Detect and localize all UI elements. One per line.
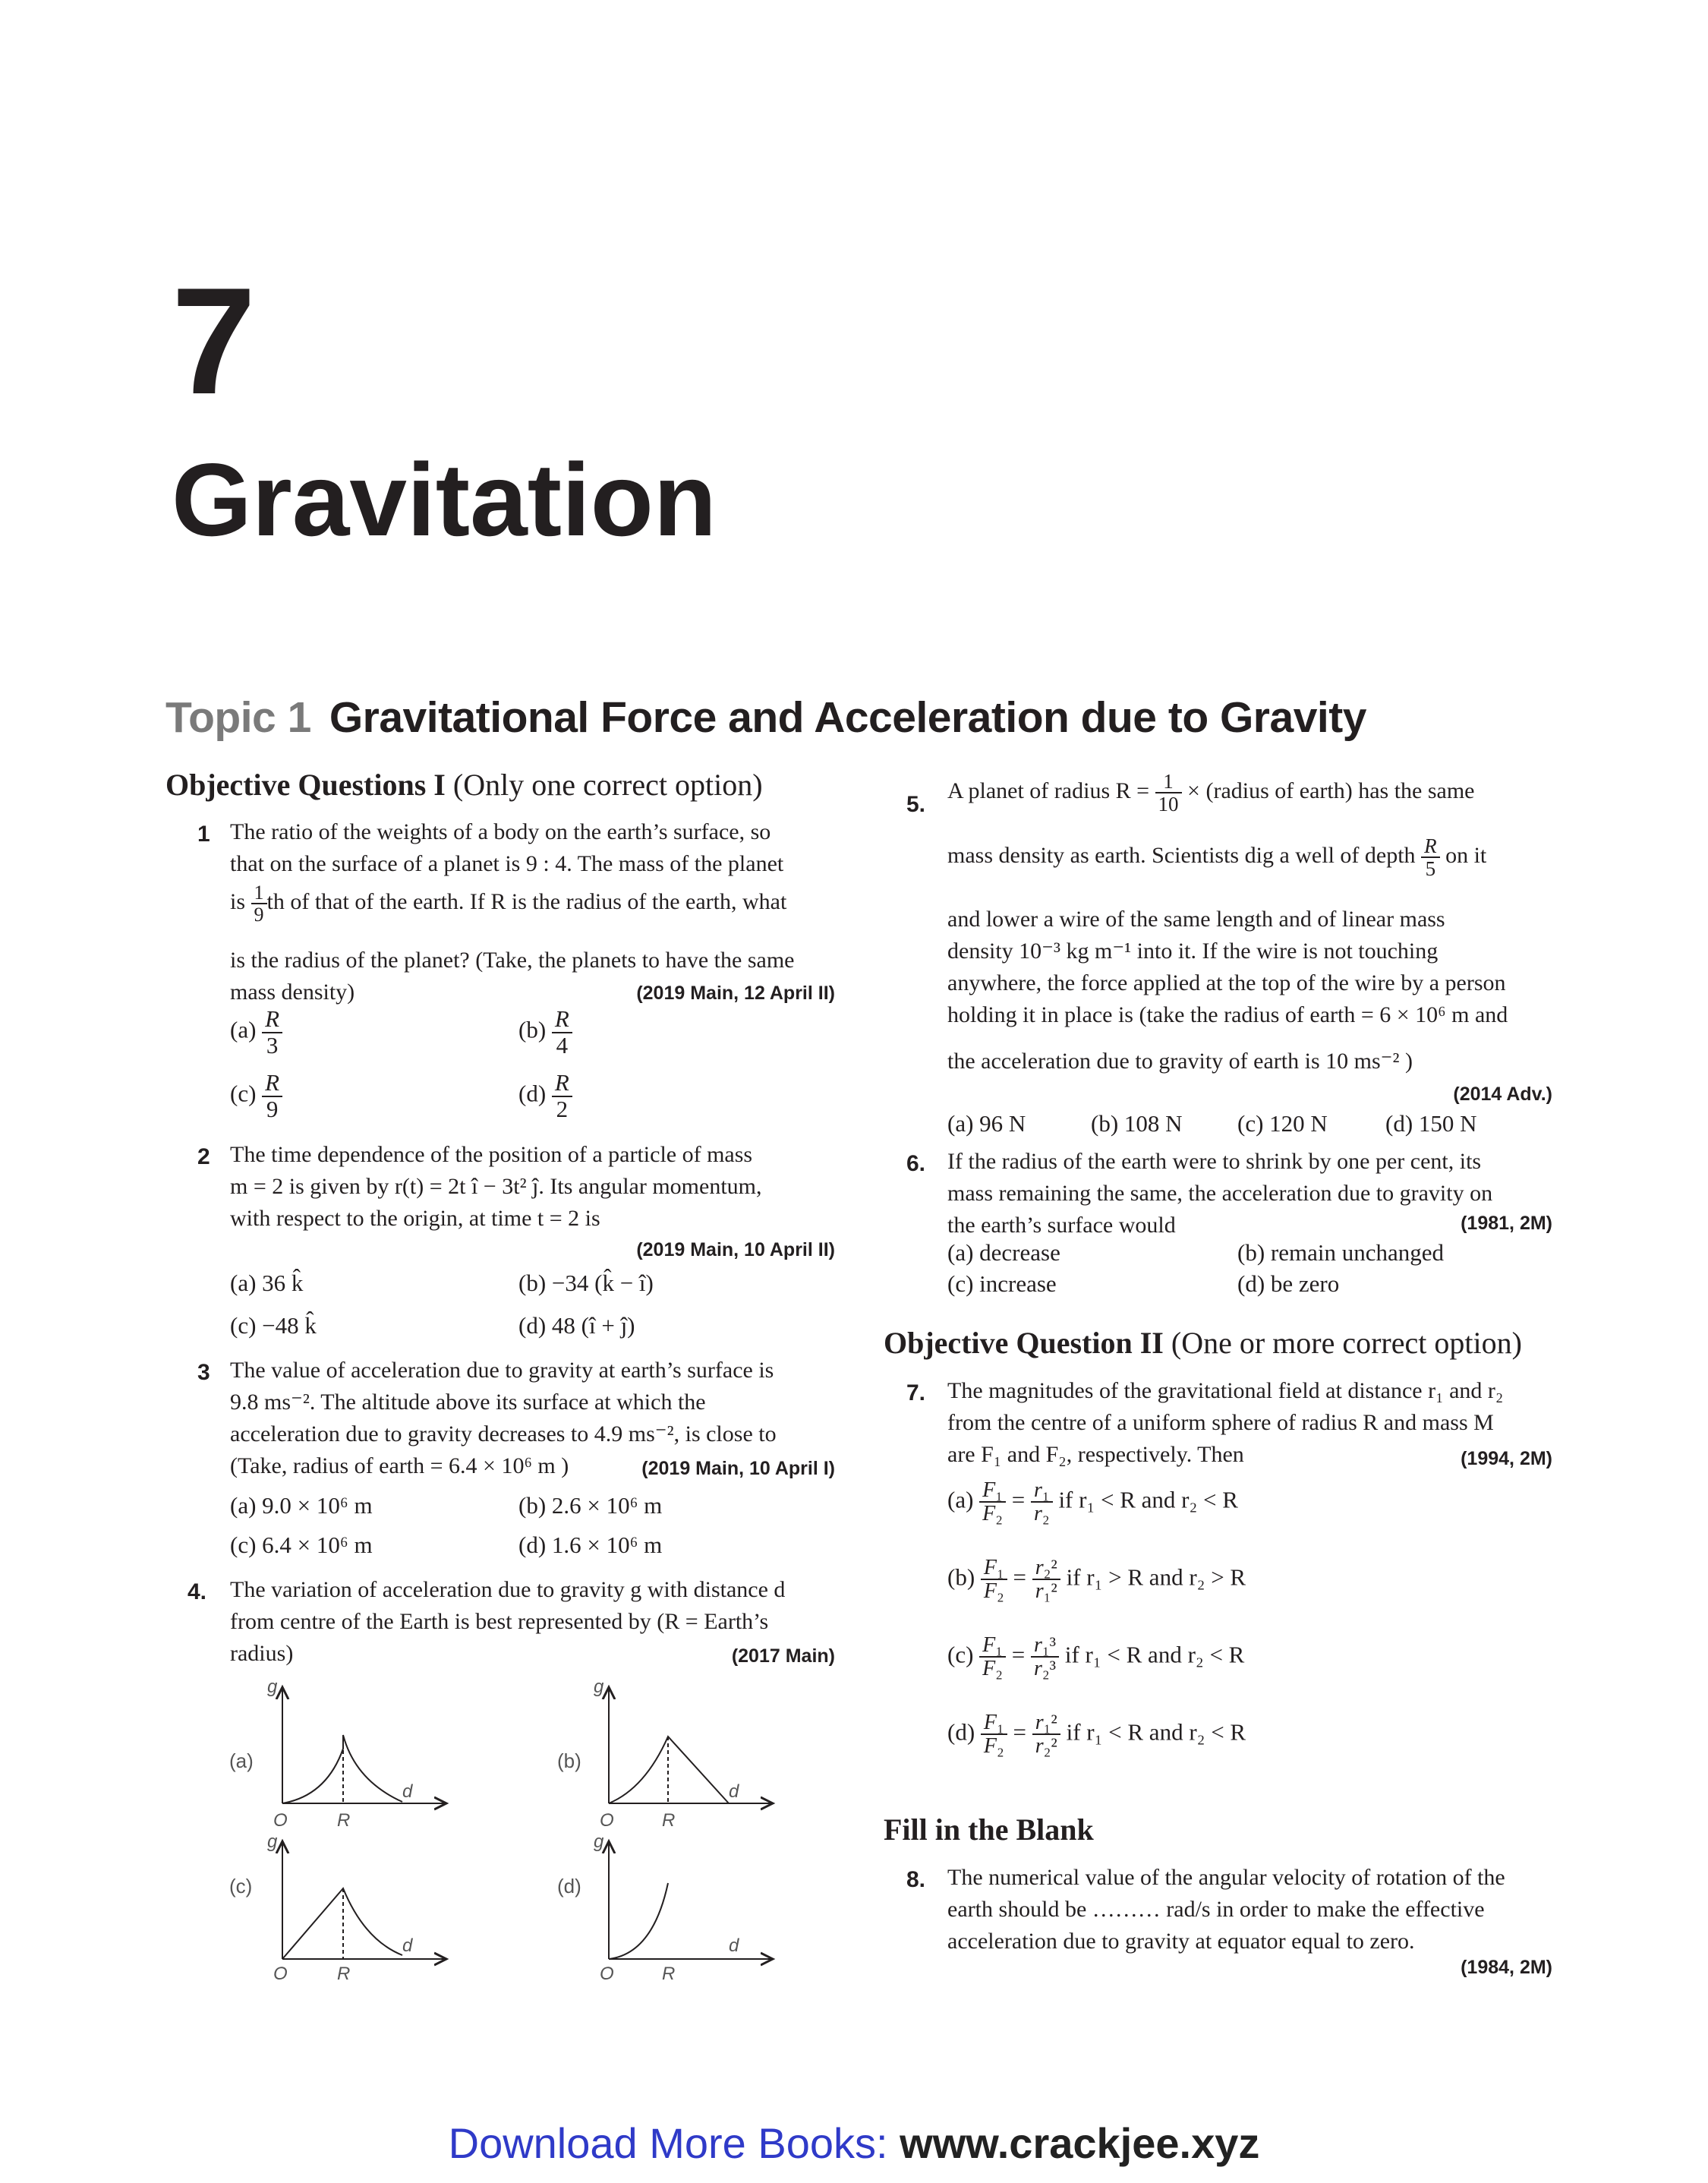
- question-1: [230, 816, 837, 880]
- question-source: (1984, 2M): [1461, 1957, 1552, 1978]
- question-text: anywhere, the force applied at the top of the wire by a person: [947, 970, 1506, 995]
- axis-label-r: R: [337, 1810, 351, 1831]
- option-label: (c): [229, 1875, 253, 1898]
- question-text: the earth’s surface would: [947, 1213, 1176, 1238]
- question-5-line2: [947, 835, 1555, 880]
- topic-label: Topic 1: [165, 693, 311, 742]
- question-text: mass density as earth. Scientists dig a well of depth: [947, 843, 1416, 869]
- option-condition: if r₁ < R and r₂ < R: [1064, 1641, 1245, 1668]
- question-number: 8.: [906, 1867, 926, 1892]
- graph-d[interactable]: [609, 1841, 773, 1959]
- axis-label-g: g: [594, 1831, 604, 1852]
- option-b[interactable]: (b) $\frac{\text{F₁}}{\text{F₂}}$ = $\frac{\text{r₂²}}{\text{r₁²}}$ if r₁ > R and r₂ > R: [947, 1556, 1246, 1604]
- question-text: are F₁ and F₂, respectively. Then: [947, 1442, 1244, 1467]
- question-text: mass remaining the same, the acceleration due to gravity on: [947, 1181, 1493, 1206]
- question-text: that on the surface of a planet is 9 : 4. The mass of the planet: [230, 851, 784, 876]
- option-c[interactable]: (c) 6.4 × 10⁶ m: [230, 1532, 373, 1558]
- option-a[interactable]: (a) 9.0 × 10⁶ m: [230, 1492, 373, 1519]
- question-source: (2019 Main, 12 April II): [636, 983, 835, 1004]
- option-label: (c): [947, 1641, 974, 1668]
- question-text: The time dependence of the position of a particle of mass: [230, 1142, 753, 1167]
- section-title: Objective Question II: [884, 1326, 1164, 1360]
- question-text: acceleration due to gravity at equator equal to zero.: [947, 1929, 1415, 1954]
- option-b[interactable]: (b) $\frac{R}{4}$: [518, 1007, 572, 1058]
- option-c[interactable]: (c) $\frac{R}{9}$: [230, 1071, 282, 1121]
- axis-label-r: R: [337, 1964, 351, 1984]
- section-heading-fill-blank: [884, 1812, 1094, 1847]
- question-text: from centre of the Earth is best represented by (R = Earth’s: [230, 1609, 769, 1634]
- option-condition: if r₁ < R and r₂ < R: [1066, 1718, 1246, 1746]
- option-b[interactable]: (b) remain unchanged: [1237, 1239, 1444, 1266]
- question-text: on it: [1445, 843, 1487, 869]
- axis-label-d: d: [402, 1935, 413, 1956]
- option-a[interactable]: (a) 96 N: [947, 1110, 1026, 1137]
- question-text: the acceleration due to gravity of earth is 10 ms⁻² ): [947, 1049, 1413, 1074]
- question-text: is: [230, 889, 246, 915]
- option-c[interactable]: (c) $\frac{\text{F₁}}{\text{F₂}}$ = $\frac{\text{r₁³}}{\text{r₂³}}$ if r₁ < R and r₂ < R: [947, 1633, 1245, 1681]
- question-source: (2017 Main): [731, 1645, 835, 1667]
- question-3: [230, 1355, 837, 1450]
- question-text: The numerical value of the angular velocity of rotation of the: [947, 1865, 1505, 1890]
- question-number: 7.: [906, 1380, 926, 1405]
- option-c[interactable]: (c) −48 k̂: [230, 1312, 317, 1339]
- option-label: (b): [557, 1749, 581, 1772]
- question-number: 1: [197, 822, 210, 847]
- question-source: (2014 Adv.): [1453, 1084, 1552, 1105]
- graph-a[interactable]: [282, 1687, 446, 1803]
- option-d[interactable]: (d) be zero: [1237, 1270, 1340, 1297]
- question-text: The ratio of the weights of a body on the earth’s surface, so: [230, 819, 771, 844]
- option-b[interactable]: (b) 2.6 × 10⁶ m: [518, 1492, 663, 1519]
- question-text: density 10⁻³ kg m⁻¹ into it. If the wire is not touching: [947, 939, 1439, 964]
- option-d[interactable]: (d) $\frac{R}{2}$: [518, 1071, 572, 1121]
- graph-c[interactable]: [282, 1841, 446, 1959]
- fraction-r-fifth: $\frac{R}{5}$: [1421, 835, 1440, 880]
- question-text: holding it in place is (take the radius of earth = 6 × 10⁶ m and: [947, 1002, 1508, 1027]
- axis-label-r: R: [662, 1964, 676, 1984]
- axis-label-g: g: [594, 1677, 604, 1697]
- footer-banner: [0, 2118, 1708, 2168]
- option-label: (b): [947, 1563, 975, 1591]
- question-number: 6.: [906, 1151, 926, 1176]
- option-label: (d): [557, 1875, 581, 1898]
- question-text: The variation of acceleration due to gravity g with distance d: [230, 1577, 786, 1602]
- question-5-line1: [947, 771, 1555, 815]
- option-d[interactable]: (d) 150 N: [1385, 1110, 1477, 1137]
- option-b[interactable]: (b) 108 N: [1091, 1110, 1183, 1137]
- option-d[interactable]: (d) $\frac{\text{F₁}}{\text{F₂}}$ = $\frac{\text{r₁²}}{\text{r₂²}}$ if r₁ < R and r₂ < R: [947, 1711, 1246, 1759]
- graph-b[interactable]: [609, 1687, 773, 1803]
- question-text: If the radius of the earth were to shrink by one per cent, its: [947, 1149, 1482, 1174]
- footer-link[interactable]: www.crackjee.xyz: [900, 2119, 1260, 2167]
- option-label: (d): [947, 1718, 975, 1746]
- option-a[interactable]: (a) $\frac{\text{F₁}}{\text{F₂}}$ = $\frac{\text{r₁}}{\text{r₂}}$ if r₁ < R and r₂ < R: [947, 1478, 1238, 1526]
- axis-label-origin: O: [600, 1810, 614, 1831]
- question-8: [947, 1862, 1555, 1957]
- option-label: (d): [518, 1080, 547, 1107]
- fraction-one-ninth: $\frac{1}{9}$: [251, 882, 267, 926]
- option-a[interactable]: (a) 36 k̂: [230, 1270, 304, 1296]
- question-text: A planet of radius R =: [947, 778, 1150, 804]
- option-label: (a): [229, 1749, 254, 1772]
- section-title: Objective Questions I: [165, 768, 446, 802]
- axis-label-d: d: [402, 1781, 413, 1802]
- axis-label-g: g: [267, 1677, 278, 1697]
- option-b[interactable]: (b) −34 (k̂ − î): [518, 1270, 654, 1296]
- option-a[interactable]: (a) $\frac{R}{3}$: [230, 1007, 282, 1058]
- option-a[interactable]: (a) decrease: [947, 1239, 1060, 1266]
- section-note: (Only one correct option): [452, 768, 763, 802]
- question-source: (2019 Main, 10 April I): [641, 1458, 835, 1479]
- axis-label-origin: O: [273, 1810, 288, 1831]
- chapter-number: 7: [172, 257, 257, 426]
- question-text: th of that of the earth. If R is the radius of the earth, what: [266, 889, 787, 915]
- question-text: and lower a wire of the same length and of linear mass: [947, 907, 1445, 932]
- question-text: radius): [230, 1641, 294, 1666]
- axis-label-origin: O: [273, 1964, 288, 1984]
- axis-label-d: d: [729, 1781, 739, 1802]
- topic-title: Gravitational Force and Acceleration due to Gravity: [329, 693, 1366, 742]
- option-condition: if r₁ > R and r₂ > R: [1066, 1563, 1246, 1591]
- chapter-title: Gravitation: [172, 442, 717, 557]
- question-2: [230, 1139, 837, 1235]
- option-label: (a): [947, 1486, 974, 1513]
- section-heading-objective-1: [165, 767, 763, 803]
- question-5: [947, 904, 1555, 1031]
- question-text: earth should be ……… rad/s in order to make the effective: [947, 1897, 1485, 1922]
- question-number: 4.: [188, 1579, 207, 1604]
- axis-label-g: g: [267, 1831, 278, 1852]
- option-label: (a): [230, 1016, 257, 1043]
- question-text: The value of acceleration due to gravity at earth’s surface is: [230, 1358, 774, 1383]
- axis-label-origin: O: [600, 1964, 614, 1984]
- option-c[interactable]: (c) 120 N: [1237, 1110, 1328, 1137]
- question-source: (2019 Main, 10 April II): [636, 1239, 835, 1260]
- footer-label: Download More Books:: [448, 2119, 888, 2167]
- question-text: m = 2 is given by r(t) = 2t î − 3t² ĵ. Its angular momentum,: [230, 1174, 762, 1199]
- axis-label-r: R: [662, 1810, 676, 1831]
- question-text: is the radius of the planet? (Take, the planets to have the same: [230, 948, 795, 973]
- question-number: 2: [197, 1144, 210, 1169]
- question-text: mass density): [230, 980, 355, 1005]
- option-label: (c): [230, 1080, 257, 1107]
- option-condition: if r₁ < R and r₂ < R: [1058, 1486, 1238, 1513]
- option-c[interactable]: (c) increase: [947, 1270, 1057, 1297]
- section-note: (One or more correct option): [1171, 1326, 1522, 1360]
- question-text: 9.8 ms⁻². The altitude above its surface at which the: [230, 1390, 706, 1415]
- question-text: from the centre of a uniform sphere of radius R and mass M: [947, 1410, 1494, 1435]
- section-heading-objective-2: [884, 1325, 1522, 1361]
- question-source: (1994, 2M): [1461, 1448, 1552, 1469]
- axis-label-d: d: [729, 1935, 739, 1956]
- question-text: with respect to the origin, at time t = 2 is: [230, 1206, 600, 1231]
- topic-heading: [165, 692, 1366, 743]
- question-source: (1981, 2M): [1461, 1213, 1552, 1234]
- option-label: (b): [518, 1016, 547, 1043]
- question-text: acceleration due to gravity decreases to 4.9 ms⁻², is close to: [230, 1421, 777, 1446]
- section-title: Fill in the Blank: [884, 1812, 1094, 1847]
- option-d[interactable]: (d) 48 (î + ĵ): [518, 1312, 635, 1339]
- fraction-one-tenth: $\frac{1}{10}$: [1155, 771, 1182, 815]
- option-d[interactable]: (d) 1.6 × 10⁶ m: [518, 1532, 663, 1558]
- question-text: (Take, radius of earth = 6.4 × 10⁶ m ): [230, 1453, 569, 1478]
- question-number: 5.: [906, 792, 926, 817]
- question-text: The magnitudes of the gravitational field at distance r₁ and r₂: [947, 1378, 1504, 1403]
- question-1-line3: [230, 882, 837, 926]
- question-text: × (radius of earth) has the same: [1187, 778, 1475, 804]
- question-number: 3: [197, 1360, 210, 1385]
- q4-graphs: [213, 1667, 805, 1993]
